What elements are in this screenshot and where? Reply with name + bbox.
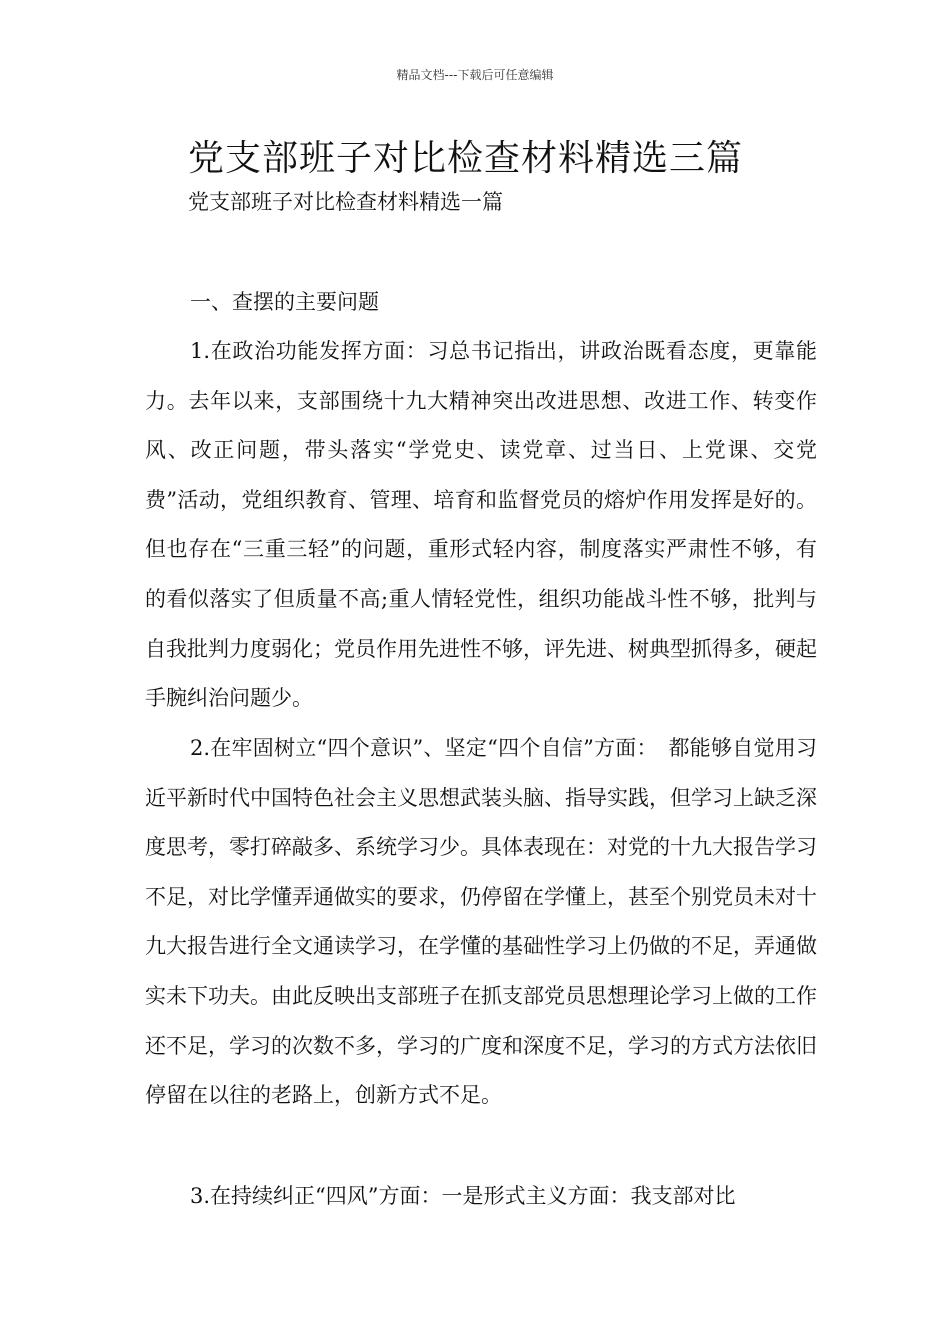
document-title: 党支部班子对比检查材料精选三篇 [188, 138, 744, 179]
body-paragraph: 3.在持续纠正“四风”方面：一是形式主义方面：我支部对比 [190, 1184, 736, 1208]
body-paragraph: 1.在政治功能发挥方面：习总书记指出，讲政治既看态度，更靠能力。去年以来，支部围绕十九大精神突出改进思想、改进工作、转变作风、改正问题，带头落实“学党史、读党章、过当日、上党课、交党费”活动，党组织教育、管理、培育和监督党员的熔炉作用发挥是好的。但也存在“三重三轻”的问题，重形式轻内容，制度落实严肃性不够，有的看似落实了但质量不高;重人情轻党性，组织功能战斗性不够，批判与自我批判力度弱化；党员作用先进性不够，评先进、树典型抓得多，硬起手腕纠治问题少。 [145, 339, 817, 711]
document-subtitle: 党支部班子对比检查材料精选一篇 [188, 190, 503, 214]
page-header-note: 精品文档---下载后可任意编辑 [396, 68, 554, 82]
section-heading: 一、查摆的主要问题 [190, 290, 379, 314]
body-paragraph: 2.在牢固树立“四个意识”、坚定“四个自信”方面： 都能够自觉用习近平新时代中国特色社会主义思想武装头脑、指导实践，但学习上缺乏深度思考，零打碎敲多、系统学习少。具体表现在：对党的十九大报告学习不足，对比学懂弄通做实的要求，仍停留在学懂上，甚至个别党员未对十九大报告进行全文通读学习，在学懂的基础性学习上仍做的不足，弄通做实未下功夫。由此反映出支部班子在抓支部党员思想理论学习上做的工作还不足，学习的次数不多，学习的广度和深度不足，学习的方式方法依旧停留在以往的老路上，创新方式不足。 [145, 736, 817, 1108]
